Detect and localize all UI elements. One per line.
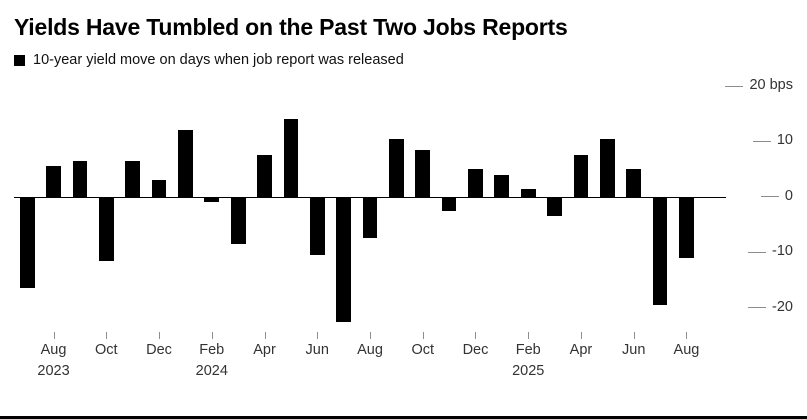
bar bbox=[125, 161, 140, 197]
plot-area bbox=[14, 86, 726, 330]
bar bbox=[442, 197, 457, 211]
x-tick-line bbox=[634, 332, 635, 339]
square-marker-icon bbox=[14, 55, 25, 66]
bar bbox=[521, 189, 536, 197]
x-tick-line bbox=[317, 332, 318, 339]
y-tick-label: 20 bps bbox=[749, 77, 793, 93]
bar bbox=[257, 155, 272, 197]
chart-title: Yields Have Tumbled on the Past Two Jobs Reports bbox=[14, 14, 568, 40]
bar bbox=[415, 150, 430, 197]
legend-label: 10-year yield move on days when job report was released bbox=[33, 52, 404, 68]
bar bbox=[336, 197, 351, 322]
bar bbox=[231, 197, 246, 244]
x-tick-year-label: 2025 bbox=[512, 363, 545, 379]
x-tick-label: Apr bbox=[253, 342, 276, 358]
x-tick-line bbox=[212, 332, 213, 339]
x-tick-line bbox=[54, 332, 55, 339]
bar bbox=[494, 175, 509, 197]
x-tick-label: Jun bbox=[305, 342, 329, 358]
y-tick-line bbox=[748, 252, 766, 253]
x-tick-year-label: 2024 bbox=[195, 363, 228, 379]
x-tick-line bbox=[581, 332, 582, 339]
x-tick-year-label: 2023 bbox=[37, 363, 70, 379]
y-tick-label: 0 bbox=[784, 187, 793, 204]
y-tick-line bbox=[761, 196, 779, 197]
bar bbox=[574, 155, 589, 197]
x-tick-label: Dec bbox=[462, 342, 489, 358]
zero-baseline bbox=[14, 197, 726, 198]
bar-series bbox=[14, 86, 726, 330]
y-tick-label: -20 bbox=[772, 298, 793, 315]
bar bbox=[178, 130, 193, 197]
x-tick-line bbox=[686, 332, 687, 339]
x-tick-line bbox=[370, 332, 371, 339]
bar bbox=[152, 180, 167, 197]
bar bbox=[679, 197, 694, 258]
bar bbox=[468, 169, 483, 197]
x-tick-label: Jun bbox=[622, 342, 646, 358]
x-tick-label: Feb bbox=[515, 342, 541, 358]
x-tick-line bbox=[423, 332, 424, 339]
y-tick-label: -10 bbox=[772, 243, 793, 260]
bar bbox=[547, 197, 562, 216]
y-tick-label: 10 bbox=[776, 132, 793, 149]
x-tick-label: Dec bbox=[146, 342, 172, 358]
x-tick-line bbox=[106, 332, 107, 339]
y-tick-line bbox=[725, 86, 743, 87]
bar bbox=[626, 169, 641, 197]
x-tick-label: Oct bbox=[95, 342, 118, 358]
x-tick-label: Feb bbox=[199, 342, 225, 358]
bar bbox=[20, 197, 35, 289]
x-tick-line bbox=[159, 332, 160, 339]
bar bbox=[46, 166, 61, 197]
y-axis bbox=[726, 77, 793, 330]
x-tick-line bbox=[475, 332, 476, 339]
bar bbox=[363, 197, 378, 239]
bar bbox=[284, 119, 299, 197]
bar bbox=[73, 161, 88, 197]
bar bbox=[653, 197, 668, 305]
x-tick-line bbox=[528, 332, 529, 339]
x-tick-label: Aug bbox=[673, 342, 700, 358]
bar bbox=[389, 139, 404, 197]
x-axis bbox=[14, 332, 726, 410]
x-tick-label: Oct bbox=[411, 342, 435, 358]
x-tick-label: Apr bbox=[569, 342, 593, 358]
x-tick-line bbox=[265, 332, 266, 339]
bar bbox=[99, 197, 114, 261]
y-tick-line bbox=[748, 307, 766, 308]
bar bbox=[310, 197, 325, 255]
bar bbox=[600, 139, 615, 197]
y-tick-line bbox=[753, 141, 771, 142]
x-tick-label: Aug bbox=[357, 342, 383, 358]
x-tick-label: Aug bbox=[40, 342, 67, 358]
chart-legend bbox=[14, 52, 404, 68]
